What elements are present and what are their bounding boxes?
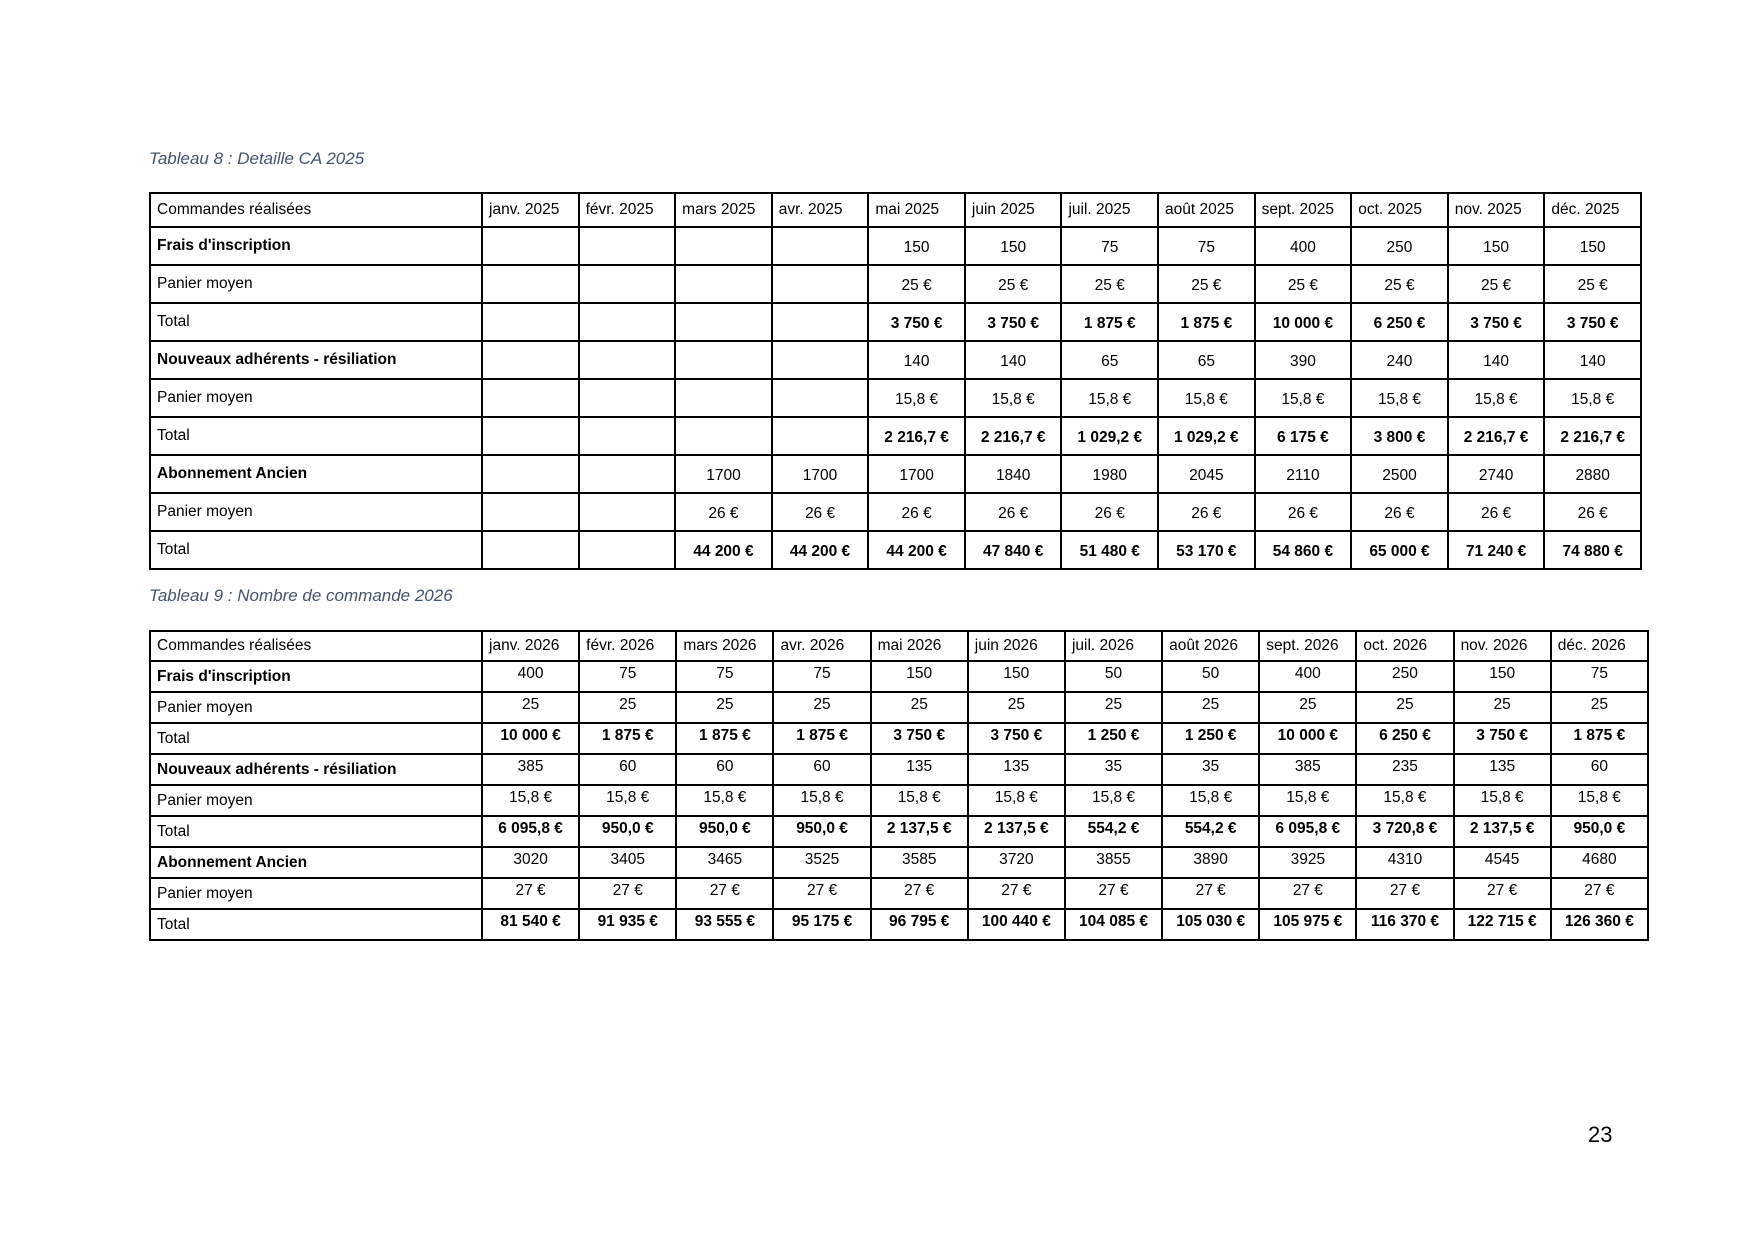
table-cell: 15,8 € xyxy=(871,785,968,816)
table-cell: 60 xyxy=(579,754,676,785)
table-cell: 35 xyxy=(1065,754,1162,785)
table-cell: 400 xyxy=(1255,227,1352,265)
table-cell: 27 € xyxy=(482,878,579,909)
row-label: Frais d'inscription xyxy=(150,661,482,692)
header-label: Commandes réalisées xyxy=(150,631,482,661)
table-row xyxy=(150,265,1641,303)
table-cell: 3585 xyxy=(871,847,968,878)
table-cell xyxy=(772,379,869,417)
table-cell: 27 € xyxy=(579,878,676,909)
table-cell: 3 750 € xyxy=(1544,303,1641,341)
table-cell: 74 880 € xyxy=(1544,531,1641,569)
table-cell: 47 840 € xyxy=(965,531,1062,569)
table-cell: 10 000 € xyxy=(1259,723,1356,754)
month-header: juil. 2025 xyxy=(1061,193,1158,227)
table-cell: 3 750 € xyxy=(968,723,1065,754)
month-header: mai 2026 xyxy=(871,631,968,661)
table-cell xyxy=(579,341,676,379)
table-cell: 75 xyxy=(676,661,773,692)
table-cell: 105 975 € xyxy=(1259,909,1356,940)
table-cell: 25 € xyxy=(1255,265,1352,303)
table-cell: 3925 xyxy=(1259,847,1356,878)
month-header: févr. 2025 xyxy=(579,193,676,227)
table-cell xyxy=(579,493,676,531)
month-header: déc. 2025 xyxy=(1544,193,1641,227)
table-cell: 15,8 € xyxy=(1255,379,1352,417)
table-cell: 25 xyxy=(1162,692,1259,723)
table-cell: 3020 xyxy=(482,847,579,878)
table-cell xyxy=(482,303,579,341)
table-cell: 60 xyxy=(773,754,870,785)
table-cell: 71 240 € xyxy=(1448,531,1545,569)
table-cell: 15,8 € xyxy=(1065,785,1162,816)
table-cell: 27 € xyxy=(1162,878,1259,909)
table-cell xyxy=(675,417,772,455)
table-cell xyxy=(482,265,579,303)
table-cell: 27 € xyxy=(1454,878,1551,909)
month-header: janv. 2026 xyxy=(482,631,579,661)
table-cell: 2110 xyxy=(1255,455,1352,493)
table-cell: 25 xyxy=(676,692,773,723)
table-cell: 75 xyxy=(1061,227,1158,265)
table-cell: 1700 xyxy=(868,455,965,493)
table-cell: 104 085 € xyxy=(1065,909,1162,940)
header-row xyxy=(150,193,1641,227)
table-cell: 15,8 € xyxy=(1061,379,1158,417)
table-cell: 15,8 € xyxy=(1544,379,1641,417)
table-cell: 4310 xyxy=(1356,847,1453,878)
month-header: sept. 2026 xyxy=(1259,631,1356,661)
table-cell: 15,8 € xyxy=(1551,785,1648,816)
table-cell: 25 € xyxy=(1351,265,1448,303)
table-cell: 44 200 € xyxy=(868,531,965,569)
table-cell: 2880 xyxy=(1544,455,1641,493)
table-cell: 44 200 € xyxy=(675,531,772,569)
row-label: Abonnement Ancien xyxy=(150,455,482,493)
table-cell: 15,8 € xyxy=(868,379,965,417)
table-cell: 65 xyxy=(1158,341,1255,379)
table-cell: 44 200 € xyxy=(772,531,869,569)
table-cell xyxy=(579,417,676,455)
table-cell: 3 750 € xyxy=(1448,303,1545,341)
table-row xyxy=(150,531,1641,569)
table-cell: 15,8 € xyxy=(482,785,579,816)
table-row xyxy=(150,909,1648,940)
table-cell: 26 € xyxy=(1448,493,1545,531)
table-cell: 96 795 € xyxy=(871,909,968,940)
table-cell: 3720 xyxy=(968,847,1065,878)
table-cell: 105 030 € xyxy=(1162,909,1259,940)
table-row xyxy=(150,303,1641,341)
table-cell: 3855 xyxy=(1065,847,1162,878)
table-cell: 2740 xyxy=(1448,455,1545,493)
table-cell: 15,8 € xyxy=(1351,379,1448,417)
month-header: déc. 2026 xyxy=(1551,631,1648,661)
row-label: Nouveaux adhérents - résiliation xyxy=(150,341,482,379)
table-cell: 15,8 € xyxy=(1454,785,1551,816)
table-cell: 1 875 € xyxy=(1158,303,1255,341)
table-row xyxy=(150,785,1648,816)
row-label: Total xyxy=(150,303,482,341)
table-cell: 60 xyxy=(676,754,773,785)
table-cell: 27 € xyxy=(1065,878,1162,909)
table-cell: 1700 xyxy=(675,455,772,493)
table-cell: 25 xyxy=(1454,692,1551,723)
table-cell: 50 xyxy=(1162,661,1259,692)
table-row xyxy=(150,493,1641,531)
table-cell: 15,8 € xyxy=(965,379,1062,417)
table-cell: 2 137,5 € xyxy=(1454,816,1551,847)
table-cell: 3 800 € xyxy=(1351,417,1448,455)
header-row xyxy=(150,631,1648,661)
table-cell: 53 170 € xyxy=(1158,531,1255,569)
table-cell: 2 216,7 € xyxy=(1448,417,1545,455)
table-row xyxy=(150,692,1648,723)
table-cell: 15,8 € xyxy=(1162,785,1259,816)
table-cell xyxy=(579,303,676,341)
month-header: avr. 2025 xyxy=(772,193,869,227)
table-row xyxy=(150,455,1641,493)
table-cell: 15,8 € xyxy=(1356,785,1453,816)
table-cell: 27 € xyxy=(1356,878,1453,909)
table-cell: 250 xyxy=(1356,661,1453,692)
month-header: juil. 2026 xyxy=(1065,631,1162,661)
table-cell xyxy=(675,379,772,417)
month-header: oct. 2025 xyxy=(1351,193,1448,227)
table-cell: 1 875 € xyxy=(676,723,773,754)
table-cell xyxy=(482,493,579,531)
table-cell: 150 xyxy=(1448,227,1545,265)
table-cell: 26 € xyxy=(868,493,965,531)
table-cell xyxy=(675,303,772,341)
table-cell: 25 xyxy=(773,692,870,723)
table-cell xyxy=(482,379,579,417)
table-8-ca-2025 xyxy=(149,192,1642,570)
table-cell: 75 xyxy=(579,661,676,692)
table-cell: 95 175 € xyxy=(773,909,870,940)
table-cell: 60 xyxy=(1551,754,1648,785)
table-cell: 150 xyxy=(871,661,968,692)
table-cell xyxy=(675,265,772,303)
table-cell xyxy=(579,531,676,569)
table-cell: 150 xyxy=(1454,661,1551,692)
table-cell: 1700 xyxy=(772,455,869,493)
table-cell: 400 xyxy=(482,661,579,692)
table-cell: 100 440 € xyxy=(968,909,1065,940)
table-cell: 2 216,7 € xyxy=(868,417,965,455)
table-row xyxy=(150,227,1641,265)
table-cell: 27 € xyxy=(1259,878,1356,909)
table-cell: 27 € xyxy=(871,878,968,909)
table-cell: 25 € xyxy=(1061,265,1158,303)
table-cell: 1 875 € xyxy=(579,723,676,754)
row-label: Total xyxy=(150,723,482,754)
table-cell xyxy=(675,227,772,265)
table-cell: 54 860 € xyxy=(1255,531,1352,569)
table-cell: 6 250 € xyxy=(1356,723,1453,754)
table-cell: 4545 xyxy=(1454,847,1551,878)
table-cell: 400 xyxy=(1259,661,1356,692)
table-cell: 2 137,5 € xyxy=(968,816,1065,847)
table-cell xyxy=(772,417,869,455)
table-cell xyxy=(772,265,869,303)
month-header: avr. 2026 xyxy=(773,631,870,661)
row-label: Panier moyen xyxy=(150,785,482,816)
table-cell: 26 € xyxy=(772,493,869,531)
table-cell: 122 715 € xyxy=(1454,909,1551,940)
table-cell: 6 095,8 € xyxy=(1259,816,1356,847)
table-cell: 6 175 € xyxy=(1255,417,1352,455)
table-cell: 15,8 € xyxy=(1259,785,1356,816)
table-cell: 950,0 € xyxy=(773,816,870,847)
table-cell: 3 720,8 € xyxy=(1356,816,1453,847)
month-header: nov. 2025 xyxy=(1448,193,1545,227)
month-header: août 2026 xyxy=(1162,631,1259,661)
table-row xyxy=(150,417,1641,455)
table-cell: 3890 xyxy=(1162,847,1259,878)
table-cell: 1 250 € xyxy=(1065,723,1162,754)
table-cell: 75 xyxy=(773,661,870,692)
table-cell: 140 xyxy=(965,341,1062,379)
table-cell xyxy=(482,417,579,455)
table-cell: 26 € xyxy=(1158,493,1255,531)
table-cell: 25 xyxy=(968,692,1065,723)
table-cell: 950,0 € xyxy=(1551,816,1648,847)
table-cell: 385 xyxy=(482,754,579,785)
table-cell: 15,8 € xyxy=(579,785,676,816)
table-cell: 135 xyxy=(1454,754,1551,785)
table-cell: 15,8 € xyxy=(1448,379,1545,417)
table-cell: 3 750 € xyxy=(871,723,968,754)
table-cell: 950,0 € xyxy=(676,816,773,847)
table-cell: 26 € xyxy=(1351,493,1448,531)
table-cell xyxy=(772,303,869,341)
table-cell: 140 xyxy=(868,341,965,379)
table-cell: 25 € xyxy=(1544,265,1641,303)
table-cell: 65 xyxy=(1061,341,1158,379)
table-cell: 2 216,7 € xyxy=(965,417,1062,455)
table-cell: 6 095,8 € xyxy=(482,816,579,847)
row-label: Abonnement Ancien xyxy=(150,847,482,878)
table-cell xyxy=(675,341,772,379)
table-row xyxy=(150,379,1641,417)
table-cell: 150 xyxy=(968,661,1065,692)
table-cell: 75 xyxy=(1551,661,1648,692)
table-cell: 26 € xyxy=(675,493,772,531)
header-label: Commandes réalisées xyxy=(150,193,482,227)
table-cell: 25 xyxy=(1065,692,1162,723)
table-cell: 27 € xyxy=(676,878,773,909)
table-row xyxy=(150,847,1648,878)
table-cell: 1 875 € xyxy=(773,723,870,754)
row-label: Total xyxy=(150,417,482,455)
table-cell: 554,2 € xyxy=(1065,816,1162,847)
table-cell: 26 € xyxy=(1544,493,1641,531)
month-header: mars 2026 xyxy=(676,631,773,661)
row-label: Panier moyen xyxy=(150,379,482,417)
table-row xyxy=(150,816,1648,847)
table-cell: 25 € xyxy=(868,265,965,303)
table-cell: 235 xyxy=(1356,754,1453,785)
row-label: Frais d'inscription xyxy=(150,227,482,265)
table-cell: 27 € xyxy=(773,878,870,909)
table-cell: 3 750 € xyxy=(965,303,1062,341)
table-cell: 3 750 € xyxy=(1454,723,1551,754)
table-cell: 126 360 € xyxy=(1551,909,1648,940)
month-header: nov. 2026 xyxy=(1454,631,1551,661)
table-row xyxy=(150,661,1648,692)
table-cell: 250 xyxy=(1351,227,1448,265)
table-cell: 25 € xyxy=(1158,265,1255,303)
table-cell: 27 € xyxy=(1551,878,1648,909)
row-label: Total xyxy=(150,816,482,847)
table-cell: 25 xyxy=(482,692,579,723)
table-cell: 1840 xyxy=(965,455,1062,493)
row-label: Panier moyen xyxy=(150,493,482,531)
table-cell xyxy=(772,341,869,379)
month-header: juin 2026 xyxy=(968,631,1065,661)
row-label: Panier moyen xyxy=(150,265,482,303)
table-cell: 15,8 € xyxy=(676,785,773,816)
row-label: Panier moyen xyxy=(150,878,482,909)
table-row xyxy=(150,754,1648,785)
table-cell: 26 € xyxy=(1061,493,1158,531)
table-cell xyxy=(579,227,676,265)
table-cell: 240 xyxy=(1351,341,1448,379)
table-cell: 3 750 € xyxy=(868,303,965,341)
table-cell: 25 € xyxy=(1448,265,1545,303)
row-label: Total xyxy=(150,909,482,940)
row-label: Panier moyen xyxy=(150,692,482,723)
table-cell: 385 xyxy=(1259,754,1356,785)
table-cell: 1 875 € xyxy=(1061,303,1158,341)
row-label: Total xyxy=(150,531,482,569)
table-cell: 25 € xyxy=(965,265,1062,303)
table-cell xyxy=(482,227,579,265)
table-cell: 950,0 € xyxy=(579,816,676,847)
table-cell: 390 xyxy=(1255,341,1352,379)
table-cell xyxy=(579,455,676,493)
table-cell xyxy=(482,455,579,493)
table-cell: 25 xyxy=(579,692,676,723)
month-header: août 2025 xyxy=(1158,193,1255,227)
table-cell: 75 xyxy=(1158,227,1255,265)
table-cell: 25 xyxy=(1356,692,1453,723)
table-cell xyxy=(482,341,579,379)
table-9-caption: Tableau 9 : Nombre de commande 2026 xyxy=(149,586,453,605)
month-header: janv. 2025 xyxy=(482,193,579,227)
table-cell xyxy=(772,227,869,265)
table-cell: 1 029,2 € xyxy=(1158,417,1255,455)
table-cell: 2 137,5 € xyxy=(871,816,968,847)
table-cell: 554,2 € xyxy=(1162,816,1259,847)
table-cell: 140 xyxy=(1544,341,1641,379)
table-row xyxy=(150,878,1648,909)
table-cell: 93 555 € xyxy=(676,909,773,940)
table-cell: 27 € xyxy=(968,878,1065,909)
table-cell: 15,8 € xyxy=(1158,379,1255,417)
table-cell: 4680 xyxy=(1551,847,1648,878)
table-cell: 116 370 € xyxy=(1356,909,1453,940)
table-cell: 135 xyxy=(968,754,1065,785)
table-cell: 3525 xyxy=(773,847,870,878)
table-cell: 1980 xyxy=(1061,455,1158,493)
table-cell: 26 € xyxy=(965,493,1062,531)
table-cell xyxy=(482,531,579,569)
month-header: oct. 2026 xyxy=(1356,631,1453,661)
table-cell xyxy=(579,379,676,417)
table-cell: 6 250 € xyxy=(1351,303,1448,341)
table-cell: 3465 xyxy=(676,847,773,878)
table-cell: 25 xyxy=(871,692,968,723)
table-cell: 1 250 € xyxy=(1162,723,1259,754)
table-8-caption: Tableau 8 : Detaille CA 2025 xyxy=(149,149,365,168)
table-cell: 25 xyxy=(1259,692,1356,723)
month-header: sept. 2025 xyxy=(1255,193,1352,227)
table-cell: 150 xyxy=(965,227,1062,265)
table-cell: 3405 xyxy=(579,847,676,878)
table-row xyxy=(150,341,1641,379)
table-9-commandes-2026 xyxy=(149,630,1649,941)
table-cell: 2045 xyxy=(1158,455,1255,493)
table-cell: 10 000 € xyxy=(482,723,579,754)
table-cell: 150 xyxy=(1544,227,1641,265)
table-cell: 135 xyxy=(871,754,968,785)
table-cell: 51 480 € xyxy=(1061,531,1158,569)
table-cell: 91 935 € xyxy=(579,909,676,940)
table-cell: 2500 xyxy=(1351,455,1448,493)
table-cell: 25 xyxy=(1551,692,1648,723)
table-row xyxy=(150,723,1648,754)
month-header: mars 2025 xyxy=(675,193,772,227)
table-cell: 26 € xyxy=(1255,493,1352,531)
month-header: mai 2025 xyxy=(868,193,965,227)
month-header: juin 2025 xyxy=(965,193,1062,227)
table-cell: 50 xyxy=(1065,661,1162,692)
page-number: 23 xyxy=(1588,1122,1613,1147)
table-cell: 150 xyxy=(868,227,965,265)
table-cell: 10 000 € xyxy=(1255,303,1352,341)
table-cell: 1 875 € xyxy=(1551,723,1648,754)
table-cell: 2 216,7 € xyxy=(1544,417,1641,455)
table-cell: 140 xyxy=(1448,341,1545,379)
table-cell: 15,8 € xyxy=(773,785,870,816)
table-cell: 35 xyxy=(1162,754,1259,785)
row-label: Nouveaux adhérents - résiliation xyxy=(150,754,482,785)
table-cell: 15,8 € xyxy=(968,785,1065,816)
table-cell: 65 000 € xyxy=(1351,531,1448,569)
month-header: févr. 2026 xyxy=(579,631,676,661)
table-cell: 1 029,2 € xyxy=(1061,417,1158,455)
table-cell: 81 540 € xyxy=(482,909,579,940)
table-cell xyxy=(579,265,676,303)
